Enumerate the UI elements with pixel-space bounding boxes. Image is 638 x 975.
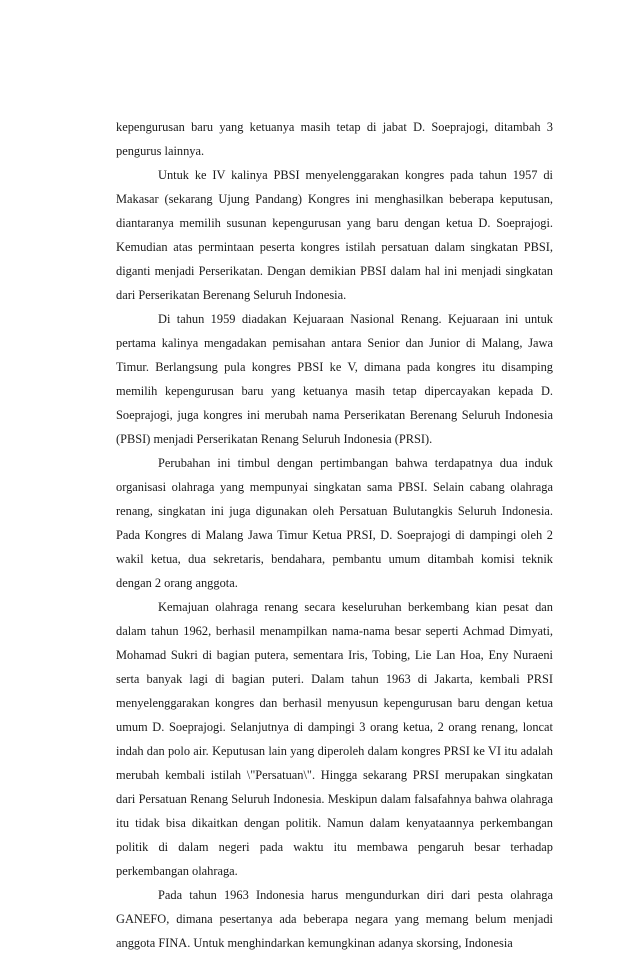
paragraph-kongres-iv: Untuk ke IV kalinya PBSI menyelenggarakan kongres pada tahun 1957 di Makasar (sekarang Ujung Pandang) Kongres ini menghasilkan beberapa keputusan, diantaranya memilih susunan kepengurusan yang baru dengan ketua D. Soeprajogi. Kemudian atas permintaan peserta kongres istilah persatuan dalam singkatan PBSI, diganti menjadi Perserikatan. Dengan demikian PBSI dalam hal ini menjadi singkatan dari Perserikatan Berenang Seluruh Indonesia. (116, 168, 553, 302)
paragraph-kemajuan: Kemajuan olahraga renang secara keseluruhan berkembang kian pesat dan dalam tahun 1962, berhasil menampilkan nama-nama besar seperti Achmad Dimyati, Mohamad Sukri di bagian putera, sementara Iris, Tobing, Lie Lan Hoa, Eny Nuraeni serta banyak lagi di bagian puteri. Dalam tahun 1963 di Jakarta, kembali PRSI menyelenggarakan kongres dan berhasil menyusun kepengurusan baru dengan ketua umum D. Soeprajogi. Selanjutnya di dampingi 3 orang ketua, 2 orang renang, loncat indah dan polo air. Keputusan lain yang diperoleh dalam kongres PRSI ke VI itu adalah merubah kembali istilah \"Persatuan\". Hingga sekarang PRSI merupakan singkatan dari Persatuan Renang Seluruh Indonesia. Meskipun dalam falsafahnya bahwa olahraga itu tidak bisa dikaitkan dengan politik. Namun dalam kenyataannya perkembangan politik di dalam negeri pada waktu itu membawa pengaruh besar terhadap perkembangan olahraga. (116, 600, 553, 878)
body-text (116, 115, 553, 955)
paragraph-perubahan: Perubahan ini timbul dengan pertimbangan bahwa terdapatnya dua induk organisasi olahraga yang mempunyai singkatan sama PBSI. Selain cabang olahraga renang, singkatan ini juga digunakan oleh Persatuan Bulutangkis Seluruh Indonesia. Pada Kongres di Malang Jawa Timur Ketua PRSI, D. Soeprajogi di dampingi oleh 2 wakil ketua, dua sekretaris, bendahara, pembantu umum ditambah komisi teknik dengan 2 orang anggota. (116, 456, 553, 590)
paragraph-continuation: kepengurusan baru yang ketuanya masih tetap di jabat D. Soeprajogi, ditambah 3 pengurus lainnya. (116, 120, 553, 158)
paragraph-ganefo: Pada tahun 1963 Indonesia harus mengundurkan diri dari pesta olahraga GANEFO, dimana pesertanya ada beberapa negara yang memang belum menjadi anggota FINA. Untuk menghindarkan kemungkinan adanya skorsing, Indonesia (116, 888, 553, 950)
paragraph-kejuaraan-1959: Di tahun 1959 diadakan Kejuaraan Nasional Renang. Kejuaraan ini untuk pertama kalinya mengadakan pemisahan antara Senior dan Junior di Malang, Jawa Timur. Berlangsung pula kongres PBSI ke V, dimana pada kongres itu disamping memilih kepengurusan baru yang ketuanya masih tetap dipercayakan kepada D. Soeprajogi, juga kongres ini merubah nama Perserikatan Berenang Seluruh Indonesia (PBSI) menjadi Perserikatan Renang Seluruh Indonesia (PRSI). (116, 312, 553, 446)
